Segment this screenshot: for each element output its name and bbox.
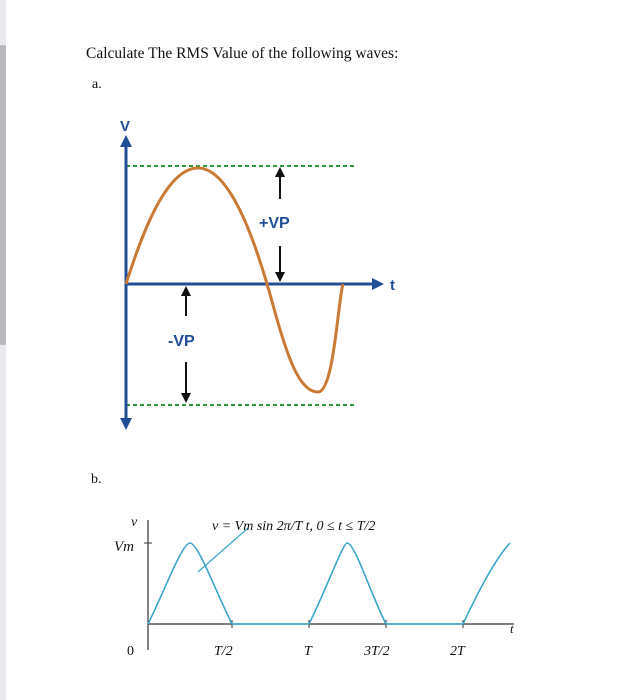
b-hump-1 bbox=[148, 543, 232, 624]
b-hump-3-start bbox=[463, 543, 510, 624]
b-t-label: t bbox=[510, 621, 514, 636]
b-vm-label: Vm bbox=[114, 539, 134, 555]
question-title: Calculate The RMS Value of the following waves: bbox=[86, 45, 399, 62]
plus-peak-label: +VP bbox=[259, 215, 290, 232]
b-formula-leader bbox=[198, 528, 248, 572]
b-tick-label-3t2: 3T/2 bbox=[364, 644, 390, 659]
b-tick-label-t2: T/2 bbox=[214, 644, 233, 659]
b-v-label: v bbox=[131, 515, 138, 530]
v-axis-label: V bbox=[120, 118, 131, 135]
b-hump-2 bbox=[309, 543, 386, 624]
part-b-label: b. bbox=[91, 472, 102, 487]
b-tick-label-2t: 2T bbox=[450, 644, 465, 659]
b-tick-label-0: 0 bbox=[127, 644, 134, 659]
minus-peak-label: -VP bbox=[168, 333, 195, 350]
part-a-label: a. bbox=[92, 77, 102, 92]
b-tick-label-t: T bbox=[304, 644, 312, 659]
b-formula: v = Vm sin 2π/T t, 0 ≤ t ≤ T/2 bbox=[212, 519, 376, 534]
t-axis-label: t bbox=[390, 277, 395, 294]
